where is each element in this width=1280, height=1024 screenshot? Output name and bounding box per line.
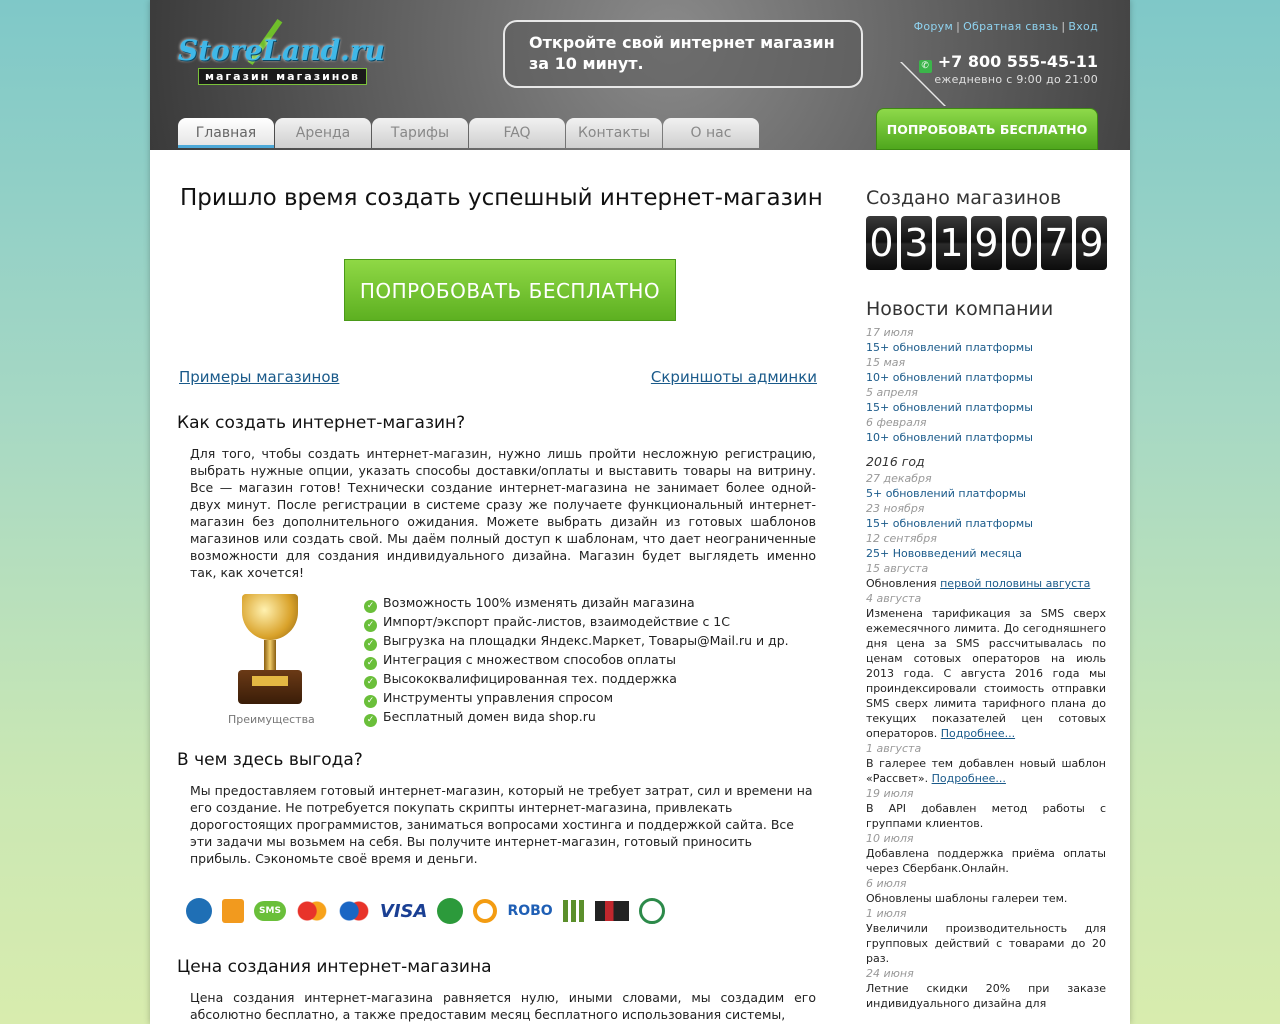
yandex-money-icon — [222, 899, 244, 923]
try-free-button[interactable]: ПОПРОБОВАТЬ БЕСПЛАТНО — [344, 259, 676, 321]
news-date: 1 августа — [866, 742, 922, 755]
phone-icon: ✆ — [919, 60, 932, 73]
news-link[interactable]: 10+ обновлений платформы — [866, 431, 1033, 444]
phone — [919, 52, 1098, 73]
sms-icon: SMS — [254, 901, 286, 921]
logo-subtitle: магазин магазинов — [198, 68, 367, 85]
more-link[interactable]: Подробнее... — [931, 772, 1006, 785]
news-date: 19 июля — [866, 787, 914, 800]
payment-methods — [186, 898, 675, 924]
check-icon: ✓ — [364, 695, 377, 708]
webmoney-icon — [186, 898, 212, 924]
news-link[interactable]: 15+ обновлений платформы — [866, 517, 1033, 530]
news-text: Летние скидки 20% при заказе индивидуального дизайна для — [866, 982, 1106, 1010]
news-date: 12 сентября — [866, 532, 937, 545]
counter-digit: 9 — [971, 216, 1002, 270]
check-icon: ✓ — [364, 676, 377, 689]
list-item: ✓ Возможность 100% изменять дизайн магазина — [364, 593, 789, 612]
counter-digit: 0 — [1006, 216, 1037, 270]
counter-digit: 1 — [936, 216, 967, 270]
stores-counter — [866, 216, 1111, 270]
news-text: Обновления первой половины августа — [866, 577, 1091, 590]
news-date: 23 ноября — [866, 502, 925, 515]
how-heading: Как создать интернет-магазин? — [177, 413, 466, 433]
benefit-paragraph: Мы предоставляем готовый интернет-магазин, который не требует затрат, сил и времени на его создание. Не потребуется покупать скрипты интернет-магазина, привлекать дорогостоящих программистов, заниматься вопросами хостинга и поддержкой сайта. Все эти задачи мы возьмем на себя. Вы получите интернет-магазин, готовый приносить прибыль. Сэкономьте своё время и деньги. — [190, 783, 813, 866]
news-list — [866, 325, 1106, 1011]
news-link[interactable]: первой половины августа — [940, 577, 1091, 590]
price-paragraph: Цена создания интернет-магазина равняется нулю, иными словами, мы создадим его абсолютно бесплатно, а также предоставим месяц бесплатного использования системы, — [190, 990, 816, 1022]
news-text: В API добавлен метод работы с группами клиентов. — [866, 802, 1106, 830]
check-icon: ✓ — [364, 638, 377, 651]
news-title: Новости компании — [866, 298, 1054, 320]
news-text: Увеличили производительность для групповых действий с товарами до 20 раз. — [866, 922, 1106, 965]
news-date: 4 августа — [866, 592, 922, 605]
counter-digit: 9 — [1076, 216, 1107, 270]
news-date: 5 апреля — [866, 386, 918, 399]
tab-faq[interactable]: FAQ — [469, 118, 565, 148]
logo-text: StoreLand.ru — [178, 34, 386, 67]
mastercard-icon — [296, 901, 328, 921]
admin-screenshots-link[interactable]: Скриншоты админки — [650, 368, 817, 386]
news-link[interactable]: 10+ обновлений платформы — [866, 371, 1033, 384]
sberbank-icon — [437, 898, 463, 924]
store-examples-link[interactable]: Примеры магазинов — [179, 368, 340, 386]
main-nav — [178, 118, 760, 148]
more-link[interactable]: Подробнее... — [940, 727, 1016, 740]
news-link[interactable]: 25+ Нововведений месяца — [866, 547, 1022, 560]
news-link[interactable]: 5+ обновлений платформы — [866, 487, 1026, 500]
tab-home[interactable]: Главная — [178, 118, 274, 148]
list-item: ✓ Инструменты управления спросом — [364, 688, 789, 707]
header — [150, 0, 1130, 150]
news-text: Добавлена поддержка приёма оплаты через Сбербанк.Онлайн. — [866, 847, 1106, 875]
counter-digit: 3 — [901, 216, 932, 270]
news-link[interactable]: 15+ обновлений платформы — [866, 341, 1033, 354]
news-date: 1 июля — [866, 907, 907, 920]
robokassa-icon: ROBO — [507, 903, 553, 919]
promo-line-1: Откройте свой интернет магазин — [529, 33, 835, 52]
page-headline: Пришло время создать успешный интернет-магазин — [180, 185, 823, 211]
tab-tariffs[interactable]: Тарифы — [372, 118, 468, 148]
list-item: ✓ Импорт/экспорт прайс-листов, взаимодействие с 1С — [364, 612, 789, 631]
liqpay-icon — [563, 900, 585, 922]
news-date: 10 июля — [866, 832, 914, 845]
news-date: 27 декабря — [866, 472, 932, 485]
check-icon: ✓ — [364, 714, 377, 727]
news-date: 15 мая — [866, 356, 906, 369]
top-links: Форум | Обратная связь | Вход — [913, 20, 1098, 33]
feedback-link[interactable]: Обратная связь — [963, 20, 1059, 33]
news-date: 24 июня — [866, 967, 914, 980]
list-item: ✓ Бесплатный домен вида shop.ru — [364, 707, 789, 726]
logo[interactable] — [178, 30, 388, 92]
counter-digit: 0 — [866, 216, 897, 270]
news-date: 6 июля — [866, 877, 907, 890]
check-icon: ✓ — [364, 657, 377, 670]
tab-about[interactable]: О нас — [663, 118, 759, 148]
promo-line-2: за 10 минут. — [529, 54, 644, 73]
news-date: 17 июля — [866, 326, 914, 339]
features-list — [364, 593, 789, 726]
trophy-icon — [220, 590, 320, 712]
created-stores-title: Создано магазинов — [866, 187, 1062, 209]
list-item: ✓ Интеграция с множеством способов оплаты — [364, 650, 789, 669]
maestro-icon — [338, 901, 370, 921]
assist-icon — [639, 898, 665, 924]
w1-icon — [595, 901, 629, 921]
check-icon: ✓ — [364, 600, 377, 613]
login-link[interactable]: Вход — [1068, 20, 1098, 33]
news-date: 15 августа — [866, 562, 929, 575]
promo-text — [529, 32, 859, 74]
tab-rent[interactable]: Аренда — [275, 118, 371, 148]
news-text: Изменена тарификация за SMS сверх ежемесячного лимита. До сегодняшнего дня цена за SMS рассчитывалась по ценам сотовых операторов на июль 2013 года. С августа 2016 года мы проиндексировали стоимость отправки SMS сверх лимита тарифного плана до текущих показателей цен сотовых операторов. Подробнее... — [866, 607, 1106, 740]
forum-link[interactable]: Форум — [913, 20, 954, 33]
try-free-header-button[interactable]: ПОПРОБОВАТЬ БЕСПЛАТНО — [876, 108, 1098, 150]
check-icon: ✓ — [364, 619, 377, 632]
news-text: В галерее тем добавлен новый шаблон «Рассвет». Подробнее... — [866, 757, 1106, 785]
news-date: 6 февраля — [866, 416, 927, 429]
page — [150, 0, 1130, 1024]
list-item: ✓ Высококвалифицированная тех. поддержка — [364, 669, 789, 688]
promo-bubble — [503, 20, 863, 88]
news-text: Обновлены шаблоны галереи тем. — [866, 892, 1068, 905]
how-paragraph: Для того, чтобы создать интернет-магазин, нужно лишь пройти несложную регистрацию, выбрать нужные опции, указать способы доставки/оплаты и выставить товары на витрину. Все — магазин готов! Технически создание интернет-магазина не занимает более одной-двух минут. После регистрации в системе сразу же получаете функциональный интернет-магазин без дополнительного ожидания. Можете выбрать дизайн из готовых шаблонов магазинов или создать свой. Мы даём полный доступ к шаблонам, что дает неограниченные возможности для создания индивидуального дизайна. Магазин будет выглядеть именно так, как хочется! — [190, 446, 816, 580]
price-heading: Цена создания интернет-магазина — [177, 957, 492, 977]
work-hours: ежедневно с 9:00 до 21:00 — [934, 73, 1098, 86]
news-year: 2016 год — [866, 454, 925, 469]
phone-number: +7 800 555-45-11 — [937, 52, 1098, 71]
tab-contacts[interactable]: Контакты — [566, 118, 662, 148]
counter-digit: 7 — [1041, 216, 1072, 270]
list-item: ✓ Выгрузка на площадки Яндекс.Маркет, Товары@Mail.ru и др. — [364, 631, 789, 650]
qiwi-icon — [473, 899, 497, 923]
trophy-caption: Преимущества — [228, 713, 315, 726]
benefit-heading: В чем здесь выгода? — [177, 750, 363, 770]
visa-icon: VISA — [379, 900, 428, 922]
news-link[interactable]: 15+ обновлений платформы — [866, 401, 1033, 414]
